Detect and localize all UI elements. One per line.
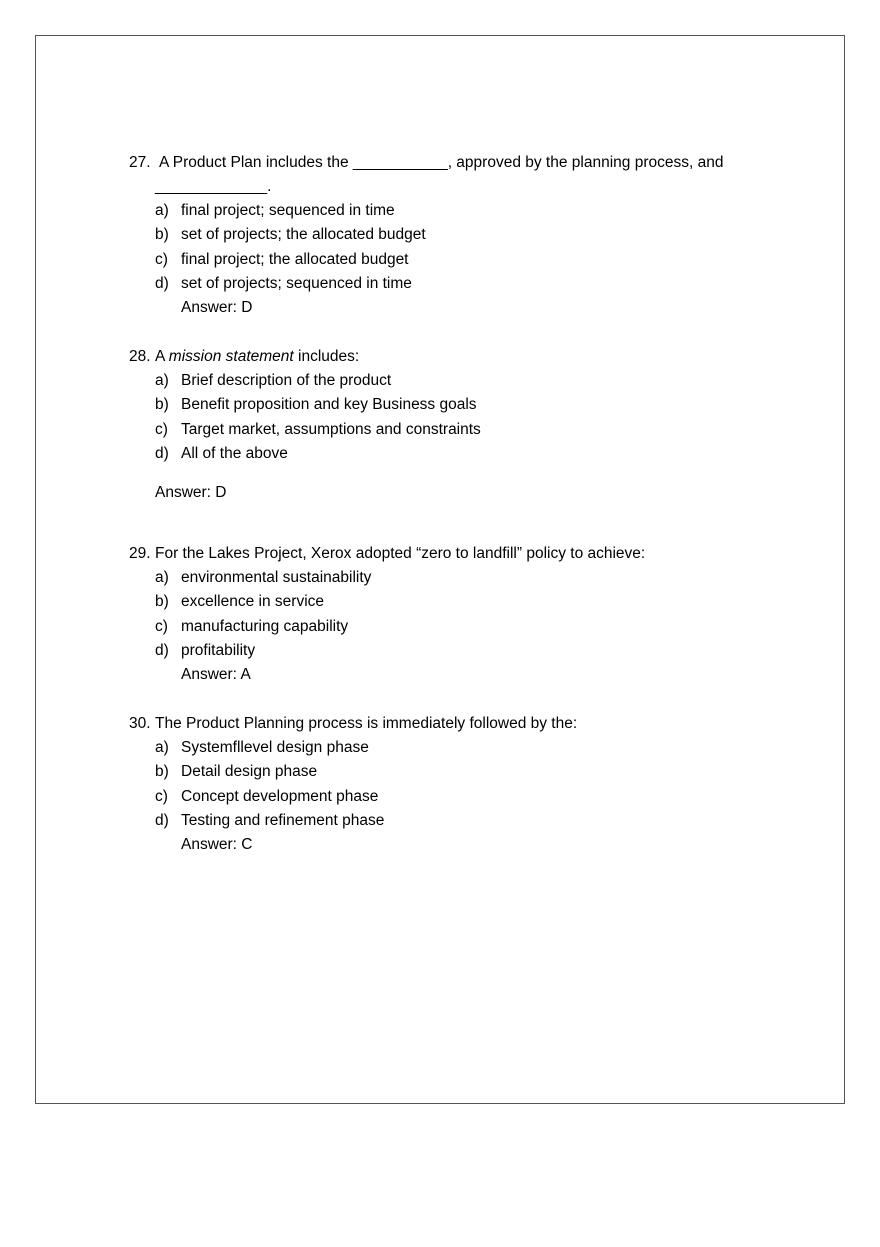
answer-text: Answer: A [181, 666, 251, 684]
option-text: excellence in service [181, 593, 325, 611]
options-list [155, 199, 749, 296]
option-text: set of projects; sequenced in time [181, 275, 412, 293]
option-b [155, 760, 749, 784]
question-header [129, 542, 749, 566]
option-text: Target market, assumptions and constraints [181, 420, 481, 438]
question-header [129, 712, 749, 736]
option-letter: a) [155, 372, 169, 390]
question-header [129, 151, 749, 175]
question-text-post: includes: [293, 348, 360, 365]
option-text: final project; the allocated budget [181, 250, 409, 268]
question-text-pre: A [155, 348, 169, 365]
answer-text: Answer: C [181, 836, 253, 854]
option-d [155, 442, 749, 466]
option-letter: d) [155, 445, 169, 463]
question-text-emphasis: mission statement [168, 348, 294, 365]
option-b [155, 393, 749, 417]
option-a [155, 736, 749, 760]
option-a [155, 199, 749, 223]
question-27 [129, 151, 749, 320]
question-text-line2: _____________. [155, 178, 272, 195]
option-c [155, 248, 749, 272]
option-text: Brief description of the product [181, 372, 392, 390]
question-number: 29. [129, 545, 151, 562]
question-number: 28. [129, 348, 151, 365]
question-28 [129, 345, 749, 505]
option-c [155, 615, 749, 639]
answer-text: Answer: D [155, 484, 227, 502]
option-letter: a) [155, 739, 169, 757]
option-d [155, 272, 749, 296]
option-letter: a) [155, 202, 169, 220]
option-text: Testing and refinement phase [181, 812, 385, 830]
question-30 [129, 712, 749, 857]
option-text: environmental sustainability [181, 569, 372, 587]
option-letter: b) [155, 396, 169, 414]
option-letter: c) [155, 250, 168, 268]
answer-text: Answer: D [181, 299, 253, 317]
option-text: set of projects; the allocated budget [181, 226, 426, 244]
option-b [155, 223, 749, 247]
option-text: Concept development phase [181, 787, 379, 805]
option-letter: d) [155, 642, 169, 660]
option-text: profitability [181, 642, 256, 660]
question-text-line1: A Product Plan includes the ___________, approved by the planning process, and [159, 154, 724, 171]
option-letter: c) [155, 420, 168, 438]
options-list [155, 566, 749, 663]
option-text: Detail design phase [181, 763, 318, 781]
question-text: The Product Planning process is immediately followed by the: [155, 715, 578, 732]
option-text: Systemfllevel design phase [181, 739, 369, 757]
question-header [129, 345, 749, 369]
option-a [155, 566, 749, 590]
options-list [155, 736, 749, 833]
option-b [155, 590, 749, 614]
option-letter: a) [155, 569, 169, 587]
option-text: manufacturing capability [181, 617, 349, 635]
question-number: 27. [129, 154, 151, 171]
question-29 [129, 542, 749, 687]
options-list [155, 369, 749, 466]
option-letter: b) [155, 763, 169, 781]
option-d [155, 639, 749, 663]
question-number: 30. [129, 715, 151, 732]
option-c [155, 418, 749, 442]
option-d [155, 809, 749, 833]
option-text: All of the above [181, 445, 288, 463]
option-letter: d) [155, 275, 169, 293]
option-letter: b) [155, 226, 169, 244]
option-text: final project; sequenced in time [181, 202, 395, 220]
question-text [155, 345, 749, 369]
question-text [159, 151, 749, 175]
option-letter: b) [155, 593, 169, 611]
option-letter: c) [155, 787, 168, 805]
option-c [155, 785, 749, 809]
option-a [155, 369, 749, 393]
option-letter: c) [155, 617, 168, 635]
option-text: Benefit proposition and key Business goals [181, 396, 477, 414]
option-letter: d) [155, 812, 169, 830]
question-text: For the Lakes Project, Xerox adopted “zero to landfill” policy to achieve: [155, 545, 646, 562]
